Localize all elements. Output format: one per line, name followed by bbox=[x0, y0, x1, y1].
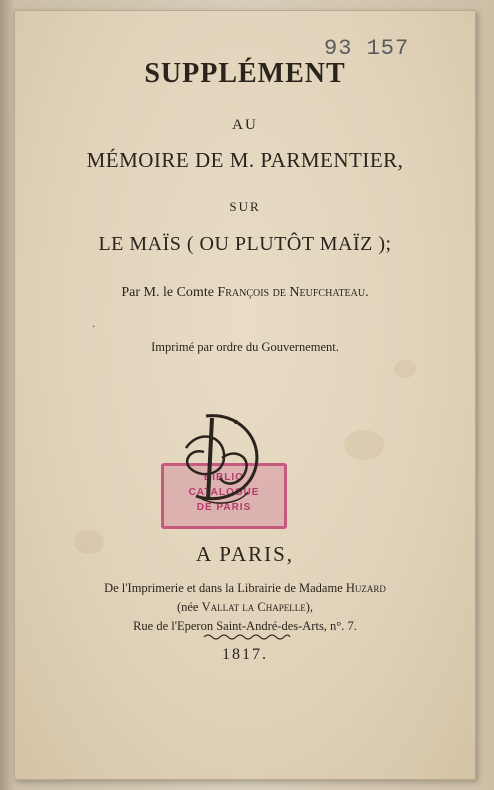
publisher-line-2-suffix: ), bbox=[305, 600, 314, 614]
author-suffix: . bbox=[365, 285, 369, 300]
author-prefix: Par M. le Comte bbox=[121, 285, 218, 300]
shelf-mark: 93 157 bbox=[324, 36, 410, 61]
publisher-city: A PARIS, bbox=[195, 542, 295, 566]
stamp-line-2: CATALOGUE bbox=[188, 487, 260, 498]
publisher-line-1 bbox=[14, 581, 476, 596]
foxing-stain bbox=[394, 360, 416, 378]
publisher-name: Huzard bbox=[345, 581, 386, 595]
imprint-note: Imprimé par ordre du Gouvernement. bbox=[151, 340, 339, 354]
title-line-2: AU bbox=[232, 117, 258, 133]
publisher-address: Rue de l'Eperon Saint-André-des-Arts, n°. 7. bbox=[133, 619, 357, 633]
author-line bbox=[14, 285, 476, 301]
publication-year: 1817. bbox=[222, 646, 268, 663]
stamp-line-1: BIBLIO bbox=[204, 472, 244, 483]
ink-speck: · bbox=[92, 322, 96, 333]
title-line-1: SUPPLÉMENT bbox=[144, 58, 346, 89]
publisher-line-1-prefix: De l'Imprimerie et dans la Librairie de Madame bbox=[104, 581, 346, 595]
publisher-line-2-prefix: (née bbox=[176, 600, 202, 614]
printer-monogram-icon bbox=[178, 408, 268, 508]
stamp-line-3: DE PARIS bbox=[196, 502, 252, 513]
foxing-stain bbox=[344, 430, 384, 460]
publisher-line-2 bbox=[14, 600, 476, 615]
title-line-4: SUR bbox=[229, 199, 261, 214]
author-name: François de Neufchateau bbox=[217, 285, 366, 300]
publisher-maiden-name: Vallat la Chapelle bbox=[201, 600, 306, 614]
title-line-5: LE MAÏS ( OU PLUTÔT MAÏZ ); bbox=[98, 233, 392, 255]
title-line-3: MÉMOIRE DE M. PARMENTIER, bbox=[86, 148, 404, 172]
wavy-rule-icon bbox=[202, 632, 292, 642]
